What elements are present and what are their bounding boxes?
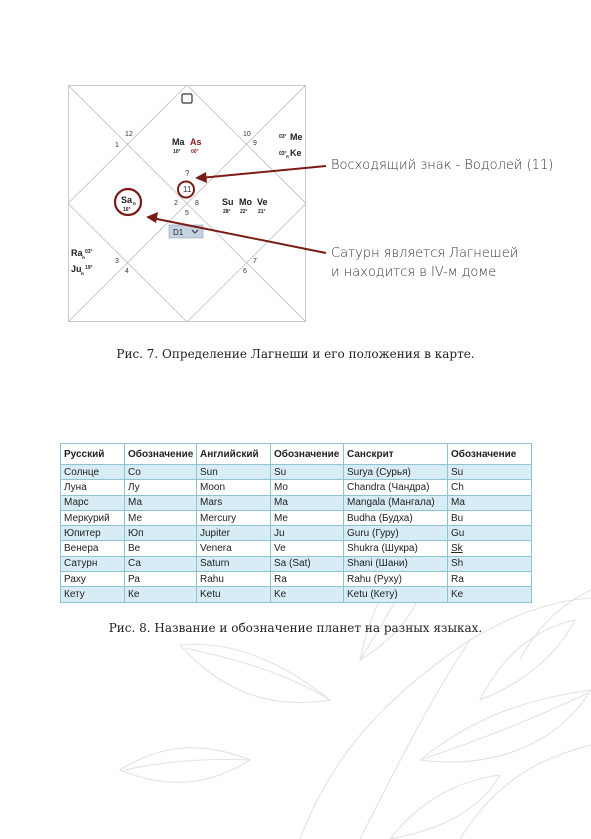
planet-ju: Ju bbox=[71, 264, 82, 274]
table-cell: Sk bbox=[448, 541, 532, 556]
house-number: 8 bbox=[195, 200, 199, 207]
planet-mo: Mo bbox=[239, 197, 252, 207]
planet-ke-retro: R bbox=[286, 154, 289, 159]
table-row bbox=[61, 495, 532, 510]
table-cell: Со bbox=[125, 465, 197, 480]
table-cell: Венера bbox=[61, 541, 125, 556]
table-cell: Ке bbox=[125, 587, 197, 602]
house-number: 6 bbox=[243, 268, 247, 275]
table-cell: Mo bbox=[271, 480, 344, 495]
planet-names-table bbox=[60, 443, 532, 603]
table-cell: Sun bbox=[197, 465, 271, 480]
planet-me: Me bbox=[290, 132, 303, 142]
planet-ju-degree: 19° bbox=[85, 265, 93, 271]
planet-names-table-wrapper bbox=[60, 443, 531, 603]
house-number: 10 bbox=[243, 131, 251, 138]
planet-ju-retro: R bbox=[81, 271, 84, 276]
planet-ra-degree: 03° bbox=[85, 249, 93, 255]
table-cell: Moon bbox=[197, 480, 271, 495]
house-number: 9 bbox=[253, 140, 257, 147]
house-number: 1 bbox=[115, 142, 119, 149]
table-header-row bbox=[61, 444, 532, 465]
planet-ma: Ma bbox=[172, 137, 185, 147]
table-row bbox=[61, 541, 532, 556]
planet-sa-retro: R bbox=[133, 201, 136, 206]
table-cell: Са bbox=[125, 556, 197, 571]
table-cell: Me bbox=[271, 510, 344, 525]
table-cell: Ve bbox=[271, 541, 344, 556]
table-header-cell: Обозначение bbox=[448, 444, 532, 465]
table-cell: Раху bbox=[61, 572, 125, 587]
table-header-cell: Санскрит bbox=[344, 444, 448, 465]
table-cell: Ch bbox=[448, 480, 532, 495]
table-cell: Меркурий bbox=[61, 510, 125, 525]
question-mark: ? bbox=[185, 169, 190, 178]
house-number: 4 bbox=[125, 268, 129, 275]
table-cell: Ра bbox=[125, 572, 197, 587]
table-cell: Surya (Сурья) bbox=[344, 465, 448, 480]
planet-me-degree: 03° bbox=[279, 134, 287, 140]
table-cell: Ju bbox=[271, 526, 344, 541]
table-cell: Budha (Будха) bbox=[344, 510, 448, 525]
annotation-lagnesha-line1: Сатурн является Лагнешей bbox=[331, 246, 519, 261]
table-cell: Rahu (Руху) bbox=[344, 572, 448, 587]
house-number: 5 bbox=[185, 210, 189, 217]
annotation-lagnesha-line2: и находится в IV-м доме bbox=[331, 265, 497, 280]
table-cell: Ketu bbox=[197, 587, 271, 602]
table-cell: Chandra (Чандра) bbox=[344, 480, 448, 495]
table-row bbox=[61, 572, 532, 587]
table-cell: Sa (Sat) bbox=[271, 556, 344, 571]
table-cell: Лу bbox=[125, 480, 197, 495]
north-indian-chart bbox=[68, 85, 306, 322]
table-row bbox=[61, 480, 532, 495]
chart-dropdown-label: D1 bbox=[173, 228, 184, 237]
house-number: 2 bbox=[174, 200, 178, 207]
table-cell: Ма bbox=[125, 495, 197, 510]
table-cell: Юп bbox=[125, 526, 197, 541]
annotation-lagnesha bbox=[331, 244, 518, 282]
house-number: 12 bbox=[125, 131, 133, 138]
planet-sa-degree: 16° bbox=[123, 207, 131, 213]
annotation-ascendant: Восходящий знак - Водолей (11) bbox=[331, 158, 554, 173]
table-cell: Ke bbox=[271, 587, 344, 602]
planet-ve: Ve bbox=[257, 197, 268, 207]
planet-su-degree: 28° bbox=[223, 209, 231, 215]
table-cell: Ma bbox=[448, 495, 532, 510]
table-cell: Ketu (Кету) bbox=[344, 587, 448, 602]
table-cell: Ве bbox=[125, 541, 197, 556]
planet-ma-degree: 10° bbox=[173, 149, 181, 155]
table-row bbox=[61, 510, 532, 525]
planet-as-degree: 00° bbox=[191, 149, 199, 155]
chart-marker-square bbox=[182, 94, 192, 103]
figure-caption-8: Рис. 8. Название и обозначение планет на разных языках. bbox=[108, 621, 483, 635]
table-cell: Ra bbox=[271, 572, 344, 587]
table-cell: Юпитер bbox=[61, 526, 125, 541]
table-cell: Guru (Гуру) bbox=[344, 526, 448, 541]
table-cell: Ме bbox=[125, 510, 197, 525]
table-cell: Ra bbox=[448, 572, 532, 587]
table-cell: Shukra (Шукра) bbox=[344, 541, 448, 556]
table-cell: Rahu bbox=[197, 572, 271, 587]
table-cell: Su bbox=[271, 465, 344, 480]
table-cell: Марс bbox=[61, 495, 125, 510]
table-header-cell: Обозначение bbox=[125, 444, 197, 465]
table-cell: Кету bbox=[61, 587, 125, 602]
table-header-cell: Английский bbox=[197, 444, 271, 465]
planet-sa: Sa bbox=[121, 195, 133, 205]
table-cell: Jupiter bbox=[197, 526, 271, 541]
table-header-cell: Русский bbox=[61, 444, 125, 465]
table-row bbox=[61, 465, 532, 480]
table-cell: Sh bbox=[448, 556, 532, 571]
table-cell: Mercury bbox=[197, 510, 271, 525]
table-cell: Сатурн bbox=[61, 556, 125, 571]
table-cell: Saturn bbox=[197, 556, 271, 571]
planet-ke: Ke bbox=[290, 148, 302, 158]
table-cell: Mars bbox=[197, 495, 271, 510]
planet-ve-degree: 21° bbox=[258, 209, 266, 215]
table-row bbox=[61, 526, 532, 541]
table-cell: Venera bbox=[197, 541, 271, 556]
table-cell: Солнце bbox=[61, 465, 125, 480]
planet-ke-degree: 03° bbox=[279, 151, 287, 157]
table-cell: Bu bbox=[448, 510, 532, 525]
house-number: 7 bbox=[253, 258, 257, 265]
table-cell: Su bbox=[448, 465, 532, 480]
table-row bbox=[61, 556, 532, 571]
chart-dropdown[interactable] bbox=[169, 225, 203, 238]
table-cell: Gu bbox=[448, 526, 532, 541]
table-cell: Ke bbox=[448, 587, 532, 602]
planet-as: As bbox=[190, 137, 202, 147]
house-number: 3 bbox=[115, 258, 119, 265]
table-cell: Ma bbox=[271, 495, 344, 510]
table-cell: Луна bbox=[61, 480, 125, 495]
house-number-11: 11 bbox=[183, 185, 192, 194]
planet-su: Su bbox=[222, 197, 234, 207]
table-cell: Shani (Шани) bbox=[344, 556, 448, 571]
planet-ra-retro: R bbox=[82, 255, 85, 260]
table-cell: Mangala (Мангала) bbox=[344, 495, 448, 510]
figure-caption-7: Рис. 7. Определение Лагнеши и его положения в карте. bbox=[116, 347, 475, 361]
planet-ra: Ra bbox=[71, 248, 83, 258]
planet-mo-degree: 22° bbox=[240, 209, 248, 215]
table-row bbox=[61, 587, 532, 602]
table-header-cell: Обозначение bbox=[271, 444, 344, 465]
